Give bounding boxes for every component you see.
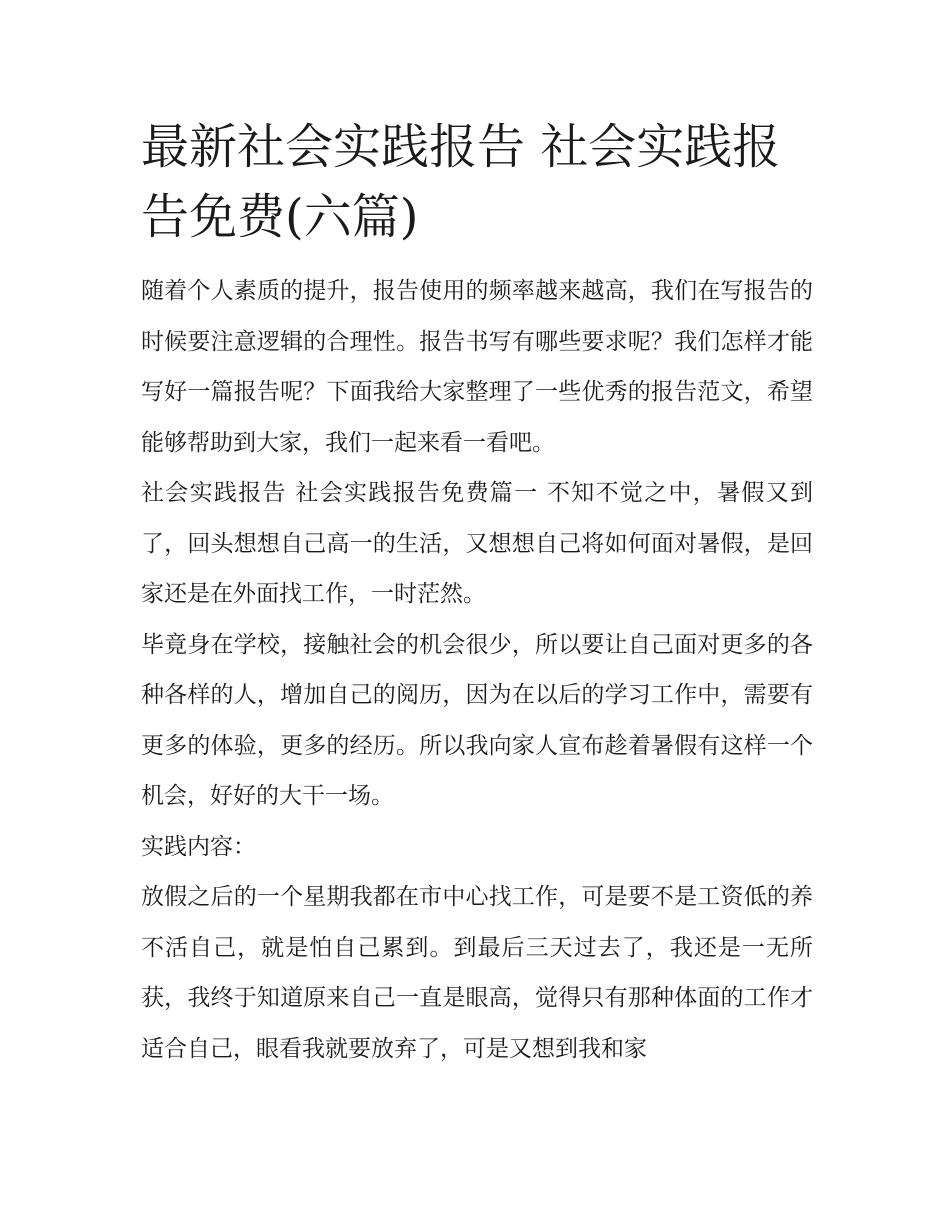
paragraph-motivation: 毕竟身在学校，接触社会的机会很少，所以要让自己面对更多的各种各样的人，增加自己的阅历，因为在以后的学习工作中，需要有更多的体验，更多的经历。所以我向家人宣布趁着暑假有这样一个机会，好好的大干一场。 <box>141 631 813 809</box>
document-title: 最新社会实践报告 社会实践报告免费(六篇) <box>141 119 781 245</box>
paragraph-section-one: 社会实践报告 社会实践报告免费篇一 不知不觉之中，暑假又到了，回头想想自己高一的生活，又想想自己将如何面对暑假，是回家还是在外面找工作，一时茫然。 <box>141 480 813 607</box>
document-body <box>141 112 813 1074</box>
paragraph-heading-content: 实践内容： <box>141 833 256 860</box>
paragraph-job-search: 放假之后的一个星期我都在市中心找工作，可是要不是工资低的养不活自己，就是怕自己累到。到最后三天过去了，我还是一无所获，我终于知道原来自己一直是眼高，觉得只有那种体面的工作才适合自己，眼看我就要放弃了，可是又想到我和家 <box>141 884 813 1062</box>
paragraph-intro: 随着个人素质的提升，报告使用的频率越来越高，我们在写报告的时候要注意逻辑的合理性。报告书写有哪些要求呢？我们怎样才能写好一篇报告呢？下面我给大家整理了一些优秀的报告范文，希望能够帮助到大家，我们一起来看一看吧。 <box>141 278 813 456</box>
